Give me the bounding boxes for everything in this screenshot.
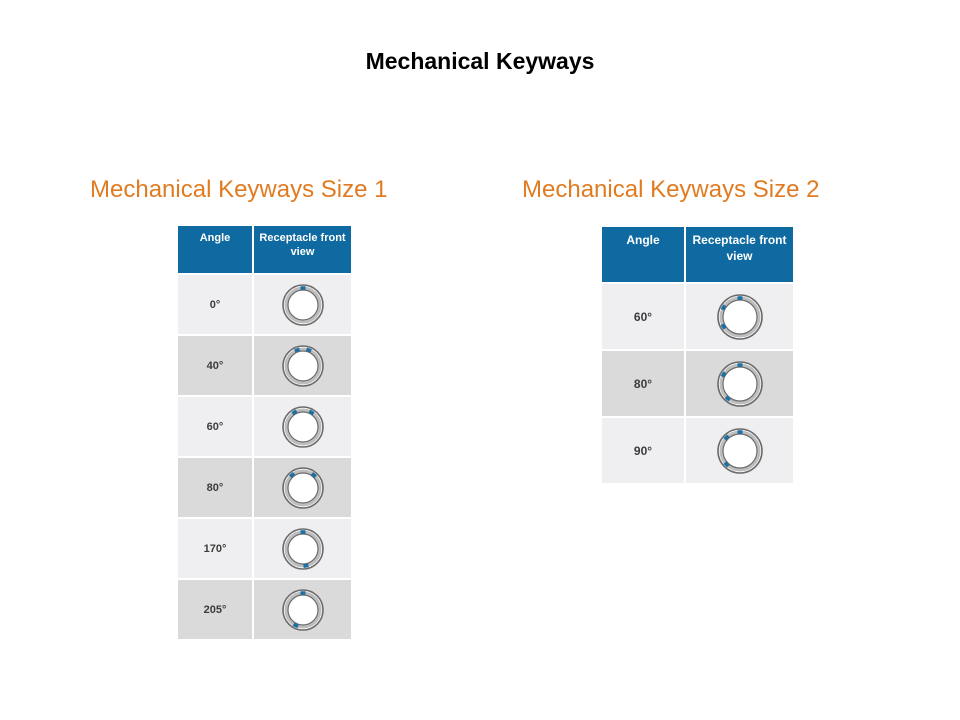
table-row [601, 417, 794, 484]
receptacle-view-cell [253, 335, 352, 396]
keyway-mark [737, 430, 742, 434]
size1-table [176, 224, 353, 641]
size2-header-row [601, 226, 794, 283]
table-row [177, 396, 352, 457]
table-row [601, 283, 794, 350]
angle-cell: 205° [177, 579, 253, 640]
receptacle-ring-icon [281, 405, 325, 449]
angle-cell: 170° [177, 518, 253, 579]
table-row [177, 335, 352, 396]
receptacle-ring-icon [716, 427, 764, 475]
receptacle-view-cell [685, 417, 794, 484]
page-title: Mechanical Keyways [365, 48, 595, 74]
receptacle-view-cell [253, 518, 352, 579]
receptacle-inner-ring [723, 300, 757, 334]
receptacle-view-cell [253, 396, 352, 457]
receptacle-view-cell [253, 274, 352, 335]
size1-view-header: Receptacle front view [253, 225, 352, 274]
receptacle-view-cell [253, 579, 352, 640]
table-row [177, 274, 352, 335]
angle-cell: 0° [177, 274, 253, 335]
keyway-mark [737, 296, 742, 300]
table-row [601, 350, 794, 417]
size2-heading: Mechanical Keyways Size 2 [522, 176, 820, 203]
receptacle-view-cell [685, 283, 794, 350]
receptacle-view-cell [253, 457, 352, 518]
receptacle-ring-icon [281, 344, 325, 388]
size1-header-row [177, 225, 352, 274]
receptacle-inner-ring [288, 290, 318, 320]
receptacle-ring-icon [716, 360, 764, 408]
receptacle-inner-ring [288, 412, 318, 442]
keyway-mark [300, 286, 305, 290]
size2-table-body [601, 283, 794, 484]
keyway-mark [300, 591, 305, 595]
size2-table [600, 225, 795, 485]
angle-cell: 60° [601, 283, 685, 350]
keyway-mark [737, 363, 742, 367]
angle-cell: 80° [177, 457, 253, 518]
table-row [177, 579, 352, 640]
angle-cell: 60° [177, 396, 253, 457]
receptacle-inner-ring [288, 595, 318, 625]
size2-angle-header: Angle [601, 226, 685, 283]
receptacle-inner-ring [723, 367, 757, 401]
table-row [177, 457, 352, 518]
receptacle-inner-ring [723, 434, 757, 468]
angle-cell: 90° [601, 417, 685, 484]
receptacle-ring-icon [281, 466, 325, 510]
size1-table-body [177, 274, 352, 640]
receptacle-ring-icon [716, 293, 764, 341]
angle-cell: 40° [177, 335, 253, 396]
receptacle-ring-icon [281, 527, 325, 571]
size2-view-header: Receptacle front view [685, 226, 794, 283]
keyway-mark [300, 530, 305, 534]
table-row [177, 518, 352, 579]
receptacle-view-cell [685, 350, 794, 417]
receptacle-ring-icon [281, 283, 325, 327]
size1-angle-header: Angle [177, 225, 253, 274]
receptacle-inner-ring [288, 534, 318, 564]
angle-cell: 80° [601, 350, 685, 417]
receptacle-inner-ring [288, 351, 318, 381]
size1-heading: Mechanical Keyways Size 1 [90, 176, 388, 203]
receptacle-inner-ring [288, 473, 318, 503]
receptacle-ring-icon [281, 588, 325, 632]
